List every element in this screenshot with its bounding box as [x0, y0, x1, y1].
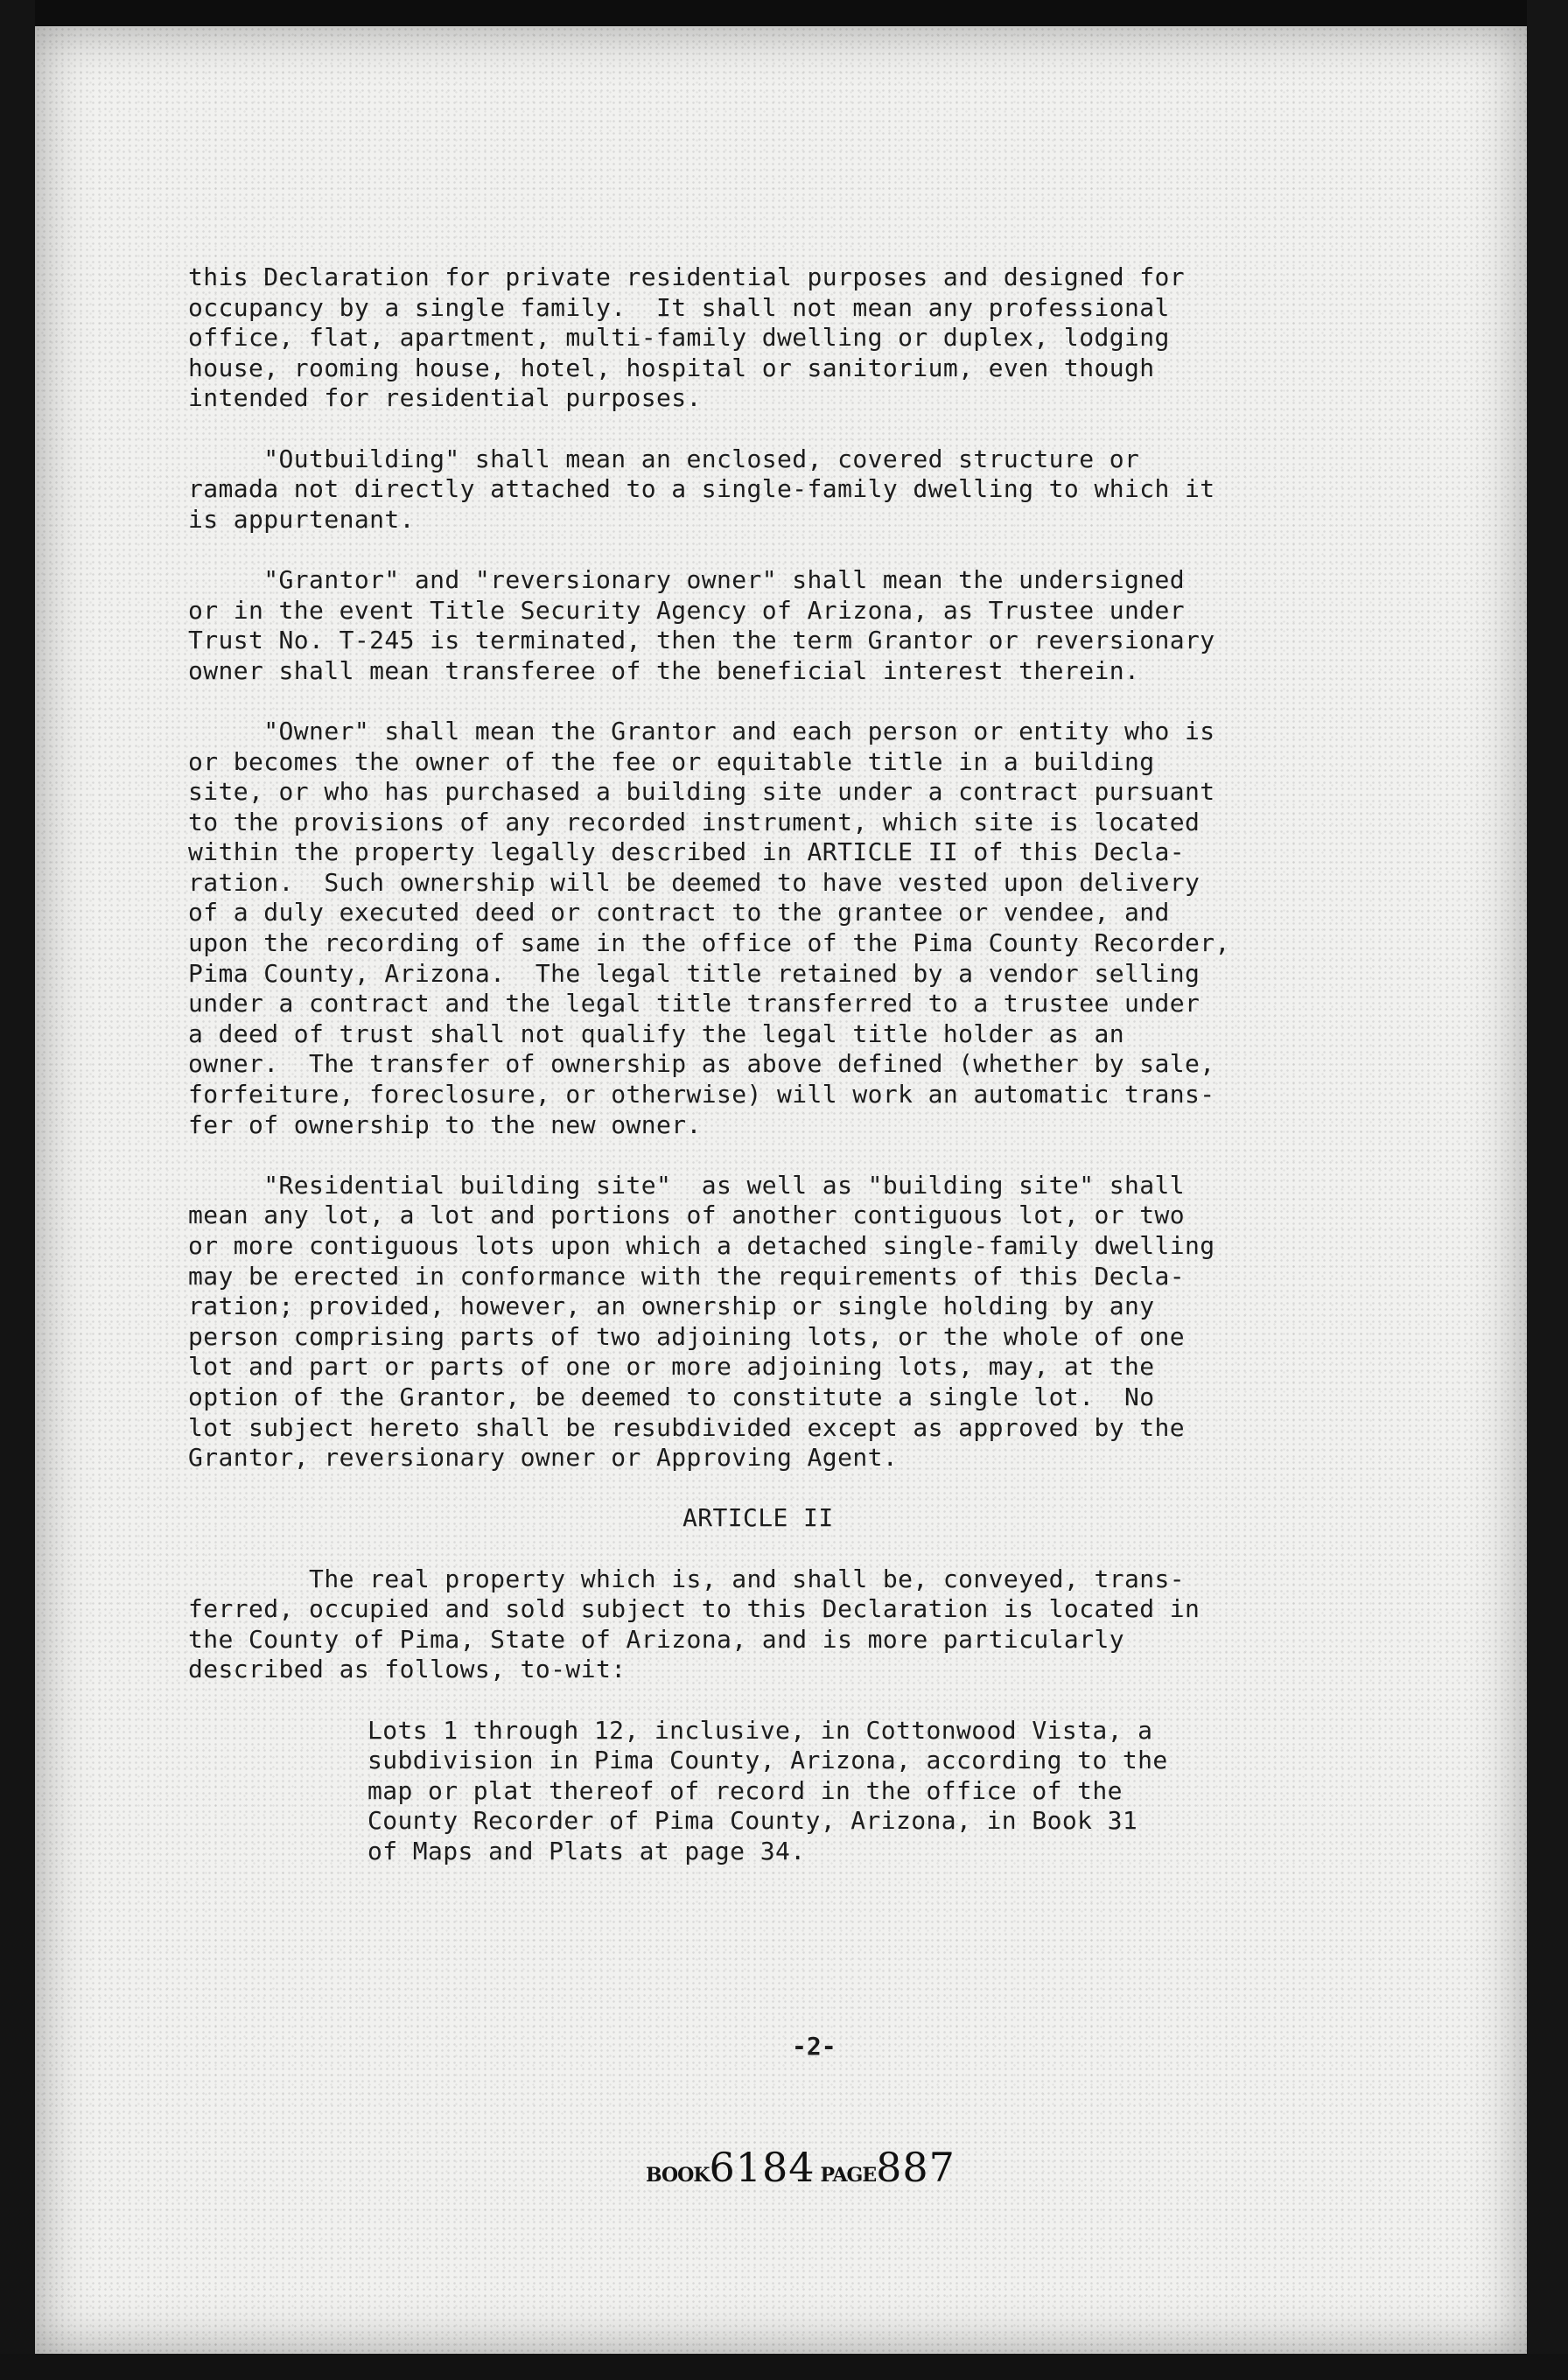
legal-description-block: Lots 1 through 12, inclusive, in Cottonwood Vista, a subdivision in Pima County, Arizona, according to the map or plat thereof of record in the office of the County Recorder of Pima County, Arizona, in Book 31 of Maps and Plats at page 34. [368, 1715, 1168, 1866]
page-number: -2- [792, 2032, 836, 2061]
paragraph-residential-purposes: this Declaration for private residential purposes and designed for occupancy by a single family. It shall not mean any professional office, flat, apartment, multi-family dwelling or duplex, lodging house, rooming house, hotel, hospital or sanitorium, even though intended for residential purposes. [188, 262, 1185, 413]
scan-edge-left [0, 0, 35, 2380]
stamp-page-number: 887 [876, 2144, 956, 2191]
paragraph-building-site-definition: "Residential building site" as well as "building site" shall mean any lot, a lot and portions of another contiguous lot, or two or more contiguous lots upon which a detached single-family dwelling may be erected in conformance with the requirements of this Decla- ration; provided, however, an ownership or single holding by any person comprising parts of two adjoining lots, or the whole of one lot and part or parts of one or more adjoining lots, may, at the option of the Grantor, be deemed to constitute a single lot. No lot subject hereto shall be resubdivided except as approved by the Grantor, reversionary owner or Approving Agent. [188, 1170, 1215, 1473]
scan-edge-right [1527, 0, 1568, 2380]
stamp-page-label: PAGE [820, 2164, 877, 2187]
recording-stamp [646, 2144, 961, 2191]
document-body [188, 262, 1439, 1866]
paragraph-article-ii: The real property which is, and shall be, conveyed, trans- ferred, occupied and sold subject to this Declaration is located in the County of Pima, State of Arizona, and is more particularly described as follows, to-wit: [188, 1564, 1200, 1684]
article-heading: ARTICLE II [682, 1503, 834, 1533]
paragraph-outbuilding-definition: "Outbuilding" shall mean an enclosed, covered structure or ramada not directly attached to a single-family dwelling to which it is appurtenant. [188, 444, 1215, 534]
paragraph-owner-definition: "Owner" shall mean the Grantor and each person or entity who is or becomes the owner of the fee or equitable title in a building site, or who has purchased a building site under a contract pursuant to the provisions of any recorded instrument, which site is located within the property legally described in ARTICLE II of this Decla- ration. Such ownership will be deemed to have vested upon delivery of a duly executed deed or contract to the grantee or vendee, and upon the recording of same in the office of the Pima County Recorder, Pima County, Arizona. The legal title retained by a vendor selling under a contract and the legal title transferred to a trustee under a deed of trust shall not qualify the legal title holder as an owner. The transfer of ownership as above defined (whether by sale, forfeiture, foreclosure, or otherwise) will work an automatic trans- fer of ownership to the new owner. [188, 716, 1230, 1139]
scan-edge-top [0, 0, 1568, 26]
paragraph-grantor-definition: "Grantor" and "reversionary owner" shall mean the undersigned or in the event Title Security Agency of Arizona, as Trustee under Trust No. T-245 is terminated, then the term Grantor or reversionary owner shall mean transferee of the beneficial interest therein. [188, 564, 1215, 685]
stamp-book-label: BOOK [646, 2164, 710, 2187]
stamp-book-number: 6184 [709, 2144, 816, 2191]
scan-edge-bottom [0, 2354, 1568, 2380]
